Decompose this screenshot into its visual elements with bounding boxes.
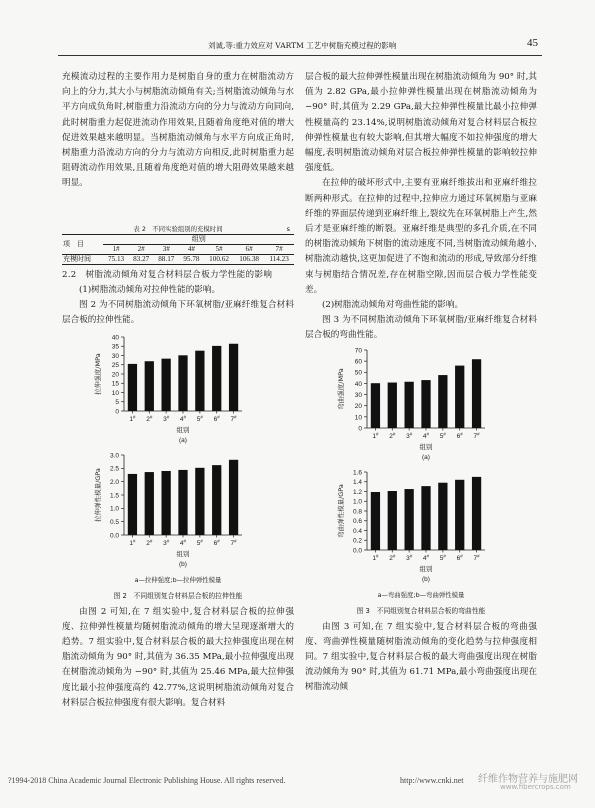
x-tick-label-sup: # <box>409 553 413 559</box>
figure-caption: 图 3 不同组别复合材料层合板的弯曲性能 <box>356 606 486 615</box>
paragraph: 由图 2 可知,在 7 组实验中,复合材料层合板的拉伸强度、拉伸弹性模量均随树脂流动倾角的增大呈现逐渐增大的趋势。7 组实验中,复合材料层合板的最大拉伸强度出现在树脂流动倾角为 90° 时,其值为 36.35 MPa,最小拉伸强度出现在树脂流动倾角为 −90° 时,其值为 25.46 MPa,最大拉伸强度比最小拉伸强度高约 42.77%,这说明树脂流动倾角对复合材料层合板拉伸强度有很大影响。复合材料 <box>62 606 294 708</box>
x-tick-label-sup: # <box>234 538 237 544</box>
bar <box>229 459 238 534</box>
bar <box>162 358 171 410</box>
x-tick-label-sup: # <box>217 538 220 544</box>
bar <box>145 472 154 535</box>
watermark-url: www.fibercrops.com <box>500 783 571 791</box>
y-tick-label: 1.4 <box>352 478 362 486</box>
bar <box>421 380 430 428</box>
table-cell: 100.62 <box>204 255 234 265</box>
subsection-heading: (1)树脂流动倾角对拉伸性能的影响。 <box>79 285 221 295</box>
x-tick-label-sup: # <box>183 414 187 420</box>
y-tick-label: 10 <box>354 413 362 421</box>
table-header-project: 项 目 <box>62 235 103 255</box>
y-tick-label: 0.0 <box>109 532 119 540</box>
table-cell: 106.38 <box>234 255 264 265</box>
x-tick-label: 3# <box>163 414 170 423</box>
table-cell: 114.23 <box>264 255 294 265</box>
bar <box>405 381 414 427</box>
bar <box>438 482 447 549</box>
bar <box>371 383 380 428</box>
data-table <box>62 234 294 265</box>
x-tick-label: 5# <box>196 538 203 547</box>
x-axis-label: 组别 <box>176 425 190 434</box>
x-tick-label: 4# <box>179 538 187 547</box>
x-tick-label: 4# <box>422 553 430 562</box>
bar <box>455 365 464 427</box>
bar <box>388 382 397 427</box>
y-tick-label: 35 <box>111 343 119 351</box>
x-axis-label: 组别 <box>419 442 433 451</box>
x-tick-label-sup: # <box>132 414 136 420</box>
x-tick-label-sup: # <box>477 431 480 437</box>
y-tick-label: 0.5 <box>109 518 119 526</box>
y-tick-label: 70 <box>354 347 362 355</box>
table-col-header: 1# <box>112 245 120 253</box>
bar <box>195 467 204 534</box>
y-axis-label: 拉伸强度/MPa <box>94 352 102 395</box>
x-tick-label-sup: # <box>443 431 446 437</box>
table-cell: 88.17 <box>154 255 179 265</box>
y-tick-label: 2.0 <box>109 478 119 486</box>
table-col-header: 2# <box>137 245 145 253</box>
x-tick-label: 3# <box>406 431 413 440</box>
table-col-header: 6# <box>245 245 253 253</box>
x-tick-label: 3# <box>163 538 170 547</box>
y-tick-label: 0 <box>115 408 119 416</box>
right-column <box>305 70 537 696</box>
bar <box>421 486 430 550</box>
y-tick-label: 0 <box>358 425 362 433</box>
running-header <box>58 36 542 56</box>
x-tick-label-sup: # <box>166 538 170 544</box>
y-tick-label: 1.0 <box>109 505 119 513</box>
table-unit: s <box>286 225 290 233</box>
panel-label: (b) <box>422 575 430 583</box>
y-tick-label: 0.2 <box>352 537 362 545</box>
paragraph: 由图 3 可知,在 7 组实验中,复合材料层合板的弯曲强度、弯曲弹性模量随树脂流动倾角的变化趋势与拉伸强度相同。7 组实验中,复合材料层合板的最大弯曲强度出现在树脂流动倾角为 90° 时,其值为 61.71 MPa,最小弯曲强度出现在树脂流动倾 <box>305 621 537 693</box>
bar <box>178 470 187 535</box>
x-tick-label-sup: # <box>392 431 396 437</box>
x-tick-label-sup: # <box>234 414 237 420</box>
x-tick-label: 6# <box>456 553 463 562</box>
chart-fig3a <box>305 344 537 466</box>
figure-caption: 图 2 不同组别复合材料层合板的拉伸性能 <box>113 591 243 600</box>
y-axis-label: 弯曲强度/MPa <box>337 367 345 410</box>
chart-fig3b <box>305 466 537 588</box>
y-tick-label: 1.0 <box>352 498 362 506</box>
table-2 <box>62 224 294 265</box>
table-col-header: 3# <box>162 245 170 253</box>
panel-label: (a) <box>422 453 430 461</box>
x-tick-label: 1# <box>129 414 136 423</box>
figure-subcaption: a—拉伸强度;b—拉伸弹性模量 <box>134 575 222 584</box>
watermark: 纤维作物营养与施肥网 <box>478 774 578 785</box>
x-tick-label-sup: # <box>426 431 430 437</box>
y-tick-label: 40 <box>111 334 119 342</box>
copyright-text: ?1994-2018 China Academic Journal Electronic Publishing House. All rights reserved. <box>8 776 286 785</box>
x-tick-label: 6# <box>456 431 463 440</box>
x-tick-label: 4# <box>422 431 430 440</box>
bar-chart-flexural-strength <box>305 344 537 466</box>
bar <box>195 350 204 410</box>
y-tick-label: 20 <box>354 402 362 410</box>
bar <box>229 343 238 410</box>
x-tick-label-sup: # <box>149 414 153 420</box>
y-tick-label: 3.0 <box>109 452 119 460</box>
y-tick-label: 30 <box>111 352 119 360</box>
y-tick-label: 1.6 <box>352 469 362 477</box>
table-header-group: 组别 <box>103 235 294 245</box>
x-tick-label: 1# <box>129 538 136 547</box>
bar <box>162 471 171 535</box>
section-heading: 2.2 树脂流动倾角对复合材料层合板力学性能的影响 <box>62 270 273 280</box>
footer-url[interactable]: http://www.cnki.net <box>400 776 464 785</box>
x-tick-label-sup: # <box>460 553 463 559</box>
x-axis-label: 组别 <box>176 549 190 558</box>
chart-fig2a <box>62 331 294 449</box>
x-tick-label-sup: # <box>409 431 413 437</box>
paragraph: 层合板的最大拉伸弹性模量出现在树脂流动倾角为 90° 时,其值为 2.82 GPa,最小拉伸弹性模量出现在树脂流动倾角为 −90° 时,其值为 2.29 GPa,最大拉伸弹性模量比最小拉伸弹性模量高约 23.14%,说明树脂流动倾角对复合材料层合板拉伸弹性模量也有较大影响,但其增大幅度不如拉伸强度的增大幅度,表明树脂流动倾角对层合板拉伸弹性模量的影响较拉伸强度低。 <box>305 72 537 174</box>
y-tick-label: 2.5 <box>109 465 119 473</box>
y-tick-label: 25 <box>111 361 119 369</box>
x-tick-label-sup: # <box>426 553 430 559</box>
x-tick-label: 5# <box>196 414 203 423</box>
paragraph: 图 3 为不同树脂流动倾角下环氧树脂/亚麻纤维复合材料层合板的弯曲性能。 <box>305 315 537 341</box>
y-axis-label: 拉伸弹性模量/GPa <box>94 467 102 522</box>
y-tick-label: 5 <box>115 398 119 406</box>
subsection-heading: (2)树脂流动倾角对弯曲性能的影响。 <box>322 300 464 311</box>
y-tick-label: 1.2 <box>352 488 362 496</box>
y-axis-label: 弯曲弹性模量/GPa <box>337 483 345 538</box>
bar-chart-flexural-modulus <box>305 466 537 588</box>
x-tick-label: 2# <box>146 538 153 547</box>
x-tick-label-sup: # <box>217 414 220 420</box>
x-tick-label: 6# <box>213 538 220 547</box>
bar <box>472 359 481 428</box>
x-tick-label-sup: # <box>166 414 170 420</box>
bar <box>212 465 221 535</box>
bar <box>212 345 221 410</box>
panel-label: (a) <box>179 436 187 444</box>
x-tick-label-sup: # <box>392 553 396 559</box>
x-tick-label-sup: # <box>200 414 203 420</box>
y-tick-label: 30 <box>354 391 362 399</box>
x-tick-label-sup: # <box>132 538 136 544</box>
table-col-header: 7# <box>275 245 283 253</box>
running-title: 刘诚,等:重力效应对 VARTM 工艺中树脂充模过程的影响 <box>208 41 397 50</box>
panel-label: (b) <box>179 560 187 568</box>
x-tick-label: 7# <box>473 553 480 562</box>
y-tick-label: 15 <box>111 380 119 388</box>
page-number: 45 <box>527 37 538 49</box>
bar <box>145 361 154 411</box>
x-axis-label: 组别 <box>419 564 433 573</box>
x-tick-label: 2# <box>146 414 153 423</box>
x-tick-label: 7# <box>473 431 480 440</box>
table-row-label: 充模时间 <box>62 255 103 265</box>
figure-subcaption: a—弯曲强度;b—弯曲弹性模量 <box>377 590 465 599</box>
bar <box>371 492 380 550</box>
table-cell: 95.78 <box>179 255 204 265</box>
x-tick-label-sup: # <box>149 538 153 544</box>
bar <box>472 477 481 550</box>
x-tick-label: 5# <box>439 431 446 440</box>
y-tick-label: 50 <box>354 369 362 377</box>
bar-chart-tensile-strength <box>62 331 294 449</box>
left-column <box>62 70 294 711</box>
table-cell: 83.27 <box>129 255 154 265</box>
table-col-header: 4# <box>187 245 196 253</box>
bar-chart-tensile-modulus <box>62 449 294 573</box>
bar <box>128 474 137 535</box>
bar <box>455 479 464 549</box>
x-tick-label: 1# <box>372 431 379 440</box>
bar <box>405 489 414 550</box>
y-tick-label: 10 <box>111 389 119 397</box>
bar <box>388 491 397 550</box>
y-tick-label: 20 <box>111 371 119 379</box>
paragraph: 图 2 为不同树脂流动倾角下环氧树脂/亚麻纤维复合材料层合板的拉伸性能。 <box>62 300 294 326</box>
y-tick-label: 0.6 <box>352 517 362 525</box>
x-tick-label-sup: # <box>375 553 379 559</box>
paragraph: 在拉伸的破坏形式中,主要有亚麻纤维拔出和亚麻纤维拉断两种形式。在拉伸的过程中,拉伸应力通过环氧树脂与亚麻纤维的界面层传递到亚麻纤维上,裂纹先在环氧树脂上产生,然后才是亚麻纤维的断裂。亚麻纤维是典型的多孔介质,在不同的树脂流动倾角下树脂的流动速度不同,当树脂流动倾角越小,树脂流动越快,这更加促进了不饱和流动的形成,导致部分纤维束与树脂结合情况差,存在树脂空隙,因而层合板力学性能变差。 <box>305 178 537 295</box>
y-tick-label: 0.8 <box>352 508 362 516</box>
x-tick-label: 7# <box>230 414 237 423</box>
x-tick-label-sup: # <box>200 538 203 544</box>
bar <box>438 375 447 428</box>
y-tick-label: 40 <box>354 380 362 388</box>
x-tick-label-sup: # <box>477 553 480 559</box>
x-tick-label: 7# <box>230 538 237 547</box>
x-tick-label-sup: # <box>183 538 187 544</box>
x-tick-label: 2# <box>389 431 396 440</box>
table-col-header: 5# <box>215 245 223 253</box>
x-tick-label: 4# <box>179 414 187 423</box>
x-tick-label: 3# <box>406 553 413 562</box>
table-caption: 表 2 不同实验组别的充模时间 <box>133 225 223 233</box>
x-tick-label: 5# <box>439 553 446 562</box>
chart-fig2b <box>62 449 294 573</box>
table-cell: 75.13 <box>103 255 128 265</box>
paragraph: 充模流动过程的主要作用力是树脂自身的重力在树脂流动方向上的分力,其大小与树脂流动倾角有关;当树脂流动倾角与水平方向成负角时,树脂重力沿流动方向的分力与流动方向同向,此时树脂重力起促进流动作用效果,且随着角度绝对值的增大促进效果越来越明显。当树脂流动倾角与水平方向成正角时,树脂重力沿流动方向的分力与流动方向相反,此时树脂重力起阻碍流动作用效果,且随着角度绝对值的增大阻碍效果越来越明显。 <box>62 72 294 189</box>
x-tick-label-sup: # <box>375 431 379 437</box>
bar <box>178 355 187 411</box>
y-tick-label: 60 <box>354 358 362 366</box>
x-tick-label: 6# <box>213 414 220 423</box>
x-tick-label-sup: # <box>460 431 463 437</box>
y-tick-label: 1.5 <box>109 492 119 500</box>
bar <box>128 364 137 411</box>
x-tick-label: 1# <box>372 553 379 562</box>
y-tick-label: 0.4 <box>352 527 362 535</box>
x-tick-label-sup: # <box>443 553 446 559</box>
y-tick-label: 0.0 <box>352 547 362 555</box>
x-tick-label: 2# <box>389 553 396 562</box>
